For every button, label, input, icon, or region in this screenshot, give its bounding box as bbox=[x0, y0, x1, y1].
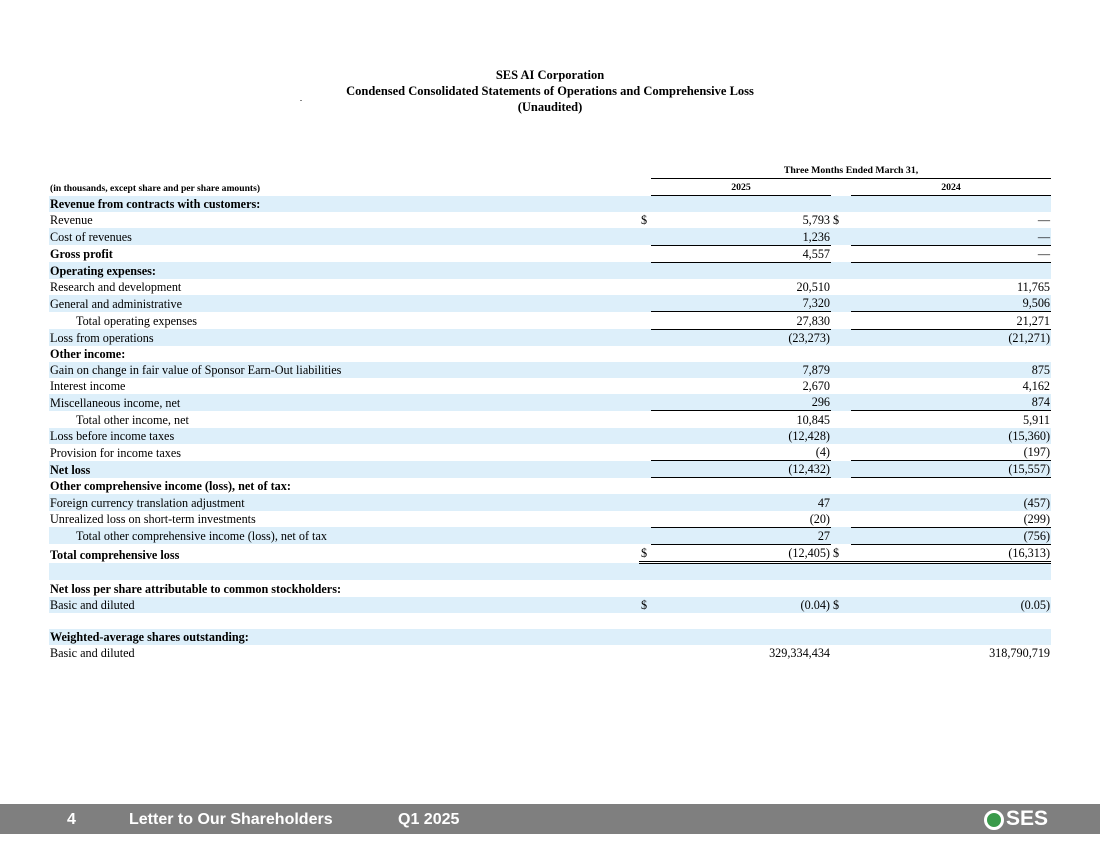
row-label: Loss from operations bbox=[49, 329, 639, 346]
table-row bbox=[49, 346, 1051, 362]
table-row bbox=[49, 444, 1051, 461]
row-label: Total other income, net bbox=[76, 412, 189, 427]
logo-text: SES bbox=[1006, 807, 1049, 830]
row-label: Total operating expenses bbox=[76, 314, 197, 328]
value-2024: (457) bbox=[851, 494, 1051, 510]
value-2024: — bbox=[1037, 213, 1051, 228]
currency-symbol: $ bbox=[639, 597, 651, 613]
row-label: Cost of revenues bbox=[49, 228, 639, 245]
unaudited-label: (Unaudited) bbox=[517, 100, 583, 114]
value-2025: 1,236 bbox=[651, 228, 831, 245]
currency-symbol: $ bbox=[831, 597, 851, 613]
value-2025: 47 bbox=[651, 494, 831, 510]
row-label: Basic and diluted bbox=[50, 646, 135, 661]
period-header-row bbox=[49, 162, 1051, 179]
value-2025: (12,428) bbox=[651, 428, 831, 444]
table-row bbox=[49, 580, 1051, 596]
value-2024: 5,911 bbox=[1023, 412, 1051, 427]
value-2024: — bbox=[851, 228, 1051, 245]
value-2024: (756) bbox=[851, 527, 1051, 544]
section-heading: Weighted-average shares outstanding: bbox=[49, 629, 639, 645]
value-2025: (23,273) bbox=[651, 329, 831, 346]
value-2024: (21,271) bbox=[851, 329, 1051, 346]
value-2025: 2,670 bbox=[802, 379, 830, 394]
row-label: Foreign currency translation adjustment bbox=[49, 494, 639, 510]
value-2024: (299) bbox=[851, 511, 1051, 528]
report-period: Q1 2025 bbox=[398, 811, 460, 828]
value-2024: (15,360) bbox=[851, 428, 1051, 444]
value-2025: (4) bbox=[651, 444, 831, 461]
currency-symbol: $ bbox=[639, 544, 651, 562]
section-heading: Operating expenses: bbox=[49, 262, 639, 279]
row-label: Provision for income taxes bbox=[50, 445, 181, 460]
stray-mark bbox=[300, 100, 302, 101]
value-2024: 318,790,719 bbox=[989, 646, 1051, 661]
company-name: SES AI Corporation bbox=[495, 68, 605, 82]
row-label: Total comprehensive loss bbox=[50, 547, 180, 562]
row-label: Miscellaneous income, net bbox=[49, 394, 639, 411]
table-row bbox=[49, 262, 1051, 279]
table-row bbox=[49, 212, 1051, 228]
value-2024: 11,765 bbox=[1016, 280, 1051, 295]
value-2025: 4,557 bbox=[651, 245, 831, 262]
value-2025: 27 bbox=[651, 527, 831, 544]
row-label: Loss before income taxes bbox=[49, 428, 639, 444]
spacer-row bbox=[49, 613, 1051, 629]
table-row bbox=[49, 329, 1051, 346]
table-row bbox=[49, 378, 1051, 394]
table-row bbox=[49, 394, 1051, 411]
table-row bbox=[49, 645, 1051, 661]
page-footer bbox=[0, 804, 1100, 834]
table-row bbox=[49, 527, 1051, 544]
row-label: Gain on change in fair value of Sponsor Earn-Out liabilities bbox=[49, 362, 639, 378]
value-2025: 7,320 bbox=[651, 295, 831, 312]
table-row bbox=[49, 245, 1051, 262]
table-row bbox=[49, 228, 1051, 245]
row-label: Net loss bbox=[49, 461, 639, 478]
value-2024: 4,162 bbox=[1022, 379, 1051, 394]
income-statement-table bbox=[49, 162, 1051, 661]
value-2024: (197) bbox=[851, 444, 1051, 461]
row-label: Research and development bbox=[50, 280, 182, 295]
year-2025-header: 2025 bbox=[651, 179, 831, 196]
document-title: Letter to Our Shareholders bbox=[129, 811, 333, 828]
value-2025: (12,432) bbox=[651, 461, 831, 478]
table-row bbox=[49, 411, 1051, 428]
table-row bbox=[49, 362, 1051, 378]
row-label: Unrealized loss on short-term investments bbox=[50, 512, 256, 527]
value-2024: (15,557) bbox=[851, 461, 1051, 478]
table-row bbox=[49, 544, 1051, 562]
table-row bbox=[49, 312, 1051, 329]
row-label: Basic and diluted bbox=[49, 597, 639, 613]
value-2024: 875 bbox=[851, 362, 1051, 378]
table-row bbox=[49, 279, 1051, 295]
value-2024: 21,271 bbox=[851, 312, 1051, 329]
value-2025: 20,510 bbox=[796, 280, 830, 295]
year-2024-header: 2024 bbox=[851, 179, 1051, 196]
value-2024: 9,506 bbox=[851, 295, 1051, 312]
currency-symbol: $ bbox=[831, 544, 851, 562]
value-2025: 329,334,434 bbox=[769, 646, 830, 661]
value-2024: (0.05) bbox=[851, 597, 1051, 613]
value-2025: (0.04) bbox=[651, 597, 831, 613]
page-number: 4 bbox=[67, 811, 76, 828]
table-row bbox=[49, 511, 1051, 528]
value-2025: (20) bbox=[651, 511, 831, 528]
table-row bbox=[49, 597, 1051, 613]
section-heading: Other comprehensive income (loss), net of tax: bbox=[50, 479, 291, 494]
section-heading: Revenue from contracts with customers: bbox=[49, 196, 639, 213]
currency-symbol: $ bbox=[641, 213, 648, 228]
value-2025: 27,830 bbox=[651, 312, 831, 329]
unit-note: (in thousands, except share and per share amounts) bbox=[50, 182, 261, 194]
spacer-row bbox=[49, 563, 1051, 581]
table-row bbox=[49, 196, 1051, 213]
value-2025: 10,845 bbox=[796, 412, 830, 427]
table-row bbox=[49, 461, 1051, 478]
value-2025: (12,405) bbox=[651, 544, 831, 562]
year-header-row bbox=[49, 179, 1051, 196]
value-2025: 296 bbox=[651, 394, 831, 411]
value-2025: 7,879 bbox=[651, 362, 831, 378]
ring-icon bbox=[984, 810, 1004, 830]
statement-title: Condensed Consolidated Statements of Operations and Comprehensive Loss bbox=[346, 84, 754, 98]
row-label: Interest income bbox=[50, 379, 126, 394]
value-2024: — bbox=[851, 245, 1051, 262]
table-row bbox=[49, 428, 1051, 444]
row-label: Revenue bbox=[50, 213, 93, 228]
table-row bbox=[49, 629, 1051, 645]
value-2025: 5,793 bbox=[802, 213, 830, 228]
table-row bbox=[49, 478, 1051, 495]
currency-symbol: $ bbox=[833, 213, 840, 228]
value-2024: (16,313) bbox=[851, 544, 1051, 562]
section-heading: Other income: bbox=[50, 346, 126, 361]
row-label: General and administrative bbox=[49, 295, 639, 312]
section-heading: Net loss per share attributable to common stockholders: bbox=[50, 581, 342, 596]
row-label: Gross profit bbox=[50, 247, 113, 262]
table-row bbox=[49, 295, 1051, 312]
row-label: Total other comprehensive income (loss), net of tax bbox=[49, 527, 639, 544]
value-2024: 874 bbox=[851, 394, 1051, 411]
period-header: Three Months Ended March 31, bbox=[651, 162, 1051, 179]
table-row bbox=[49, 494, 1051, 510]
